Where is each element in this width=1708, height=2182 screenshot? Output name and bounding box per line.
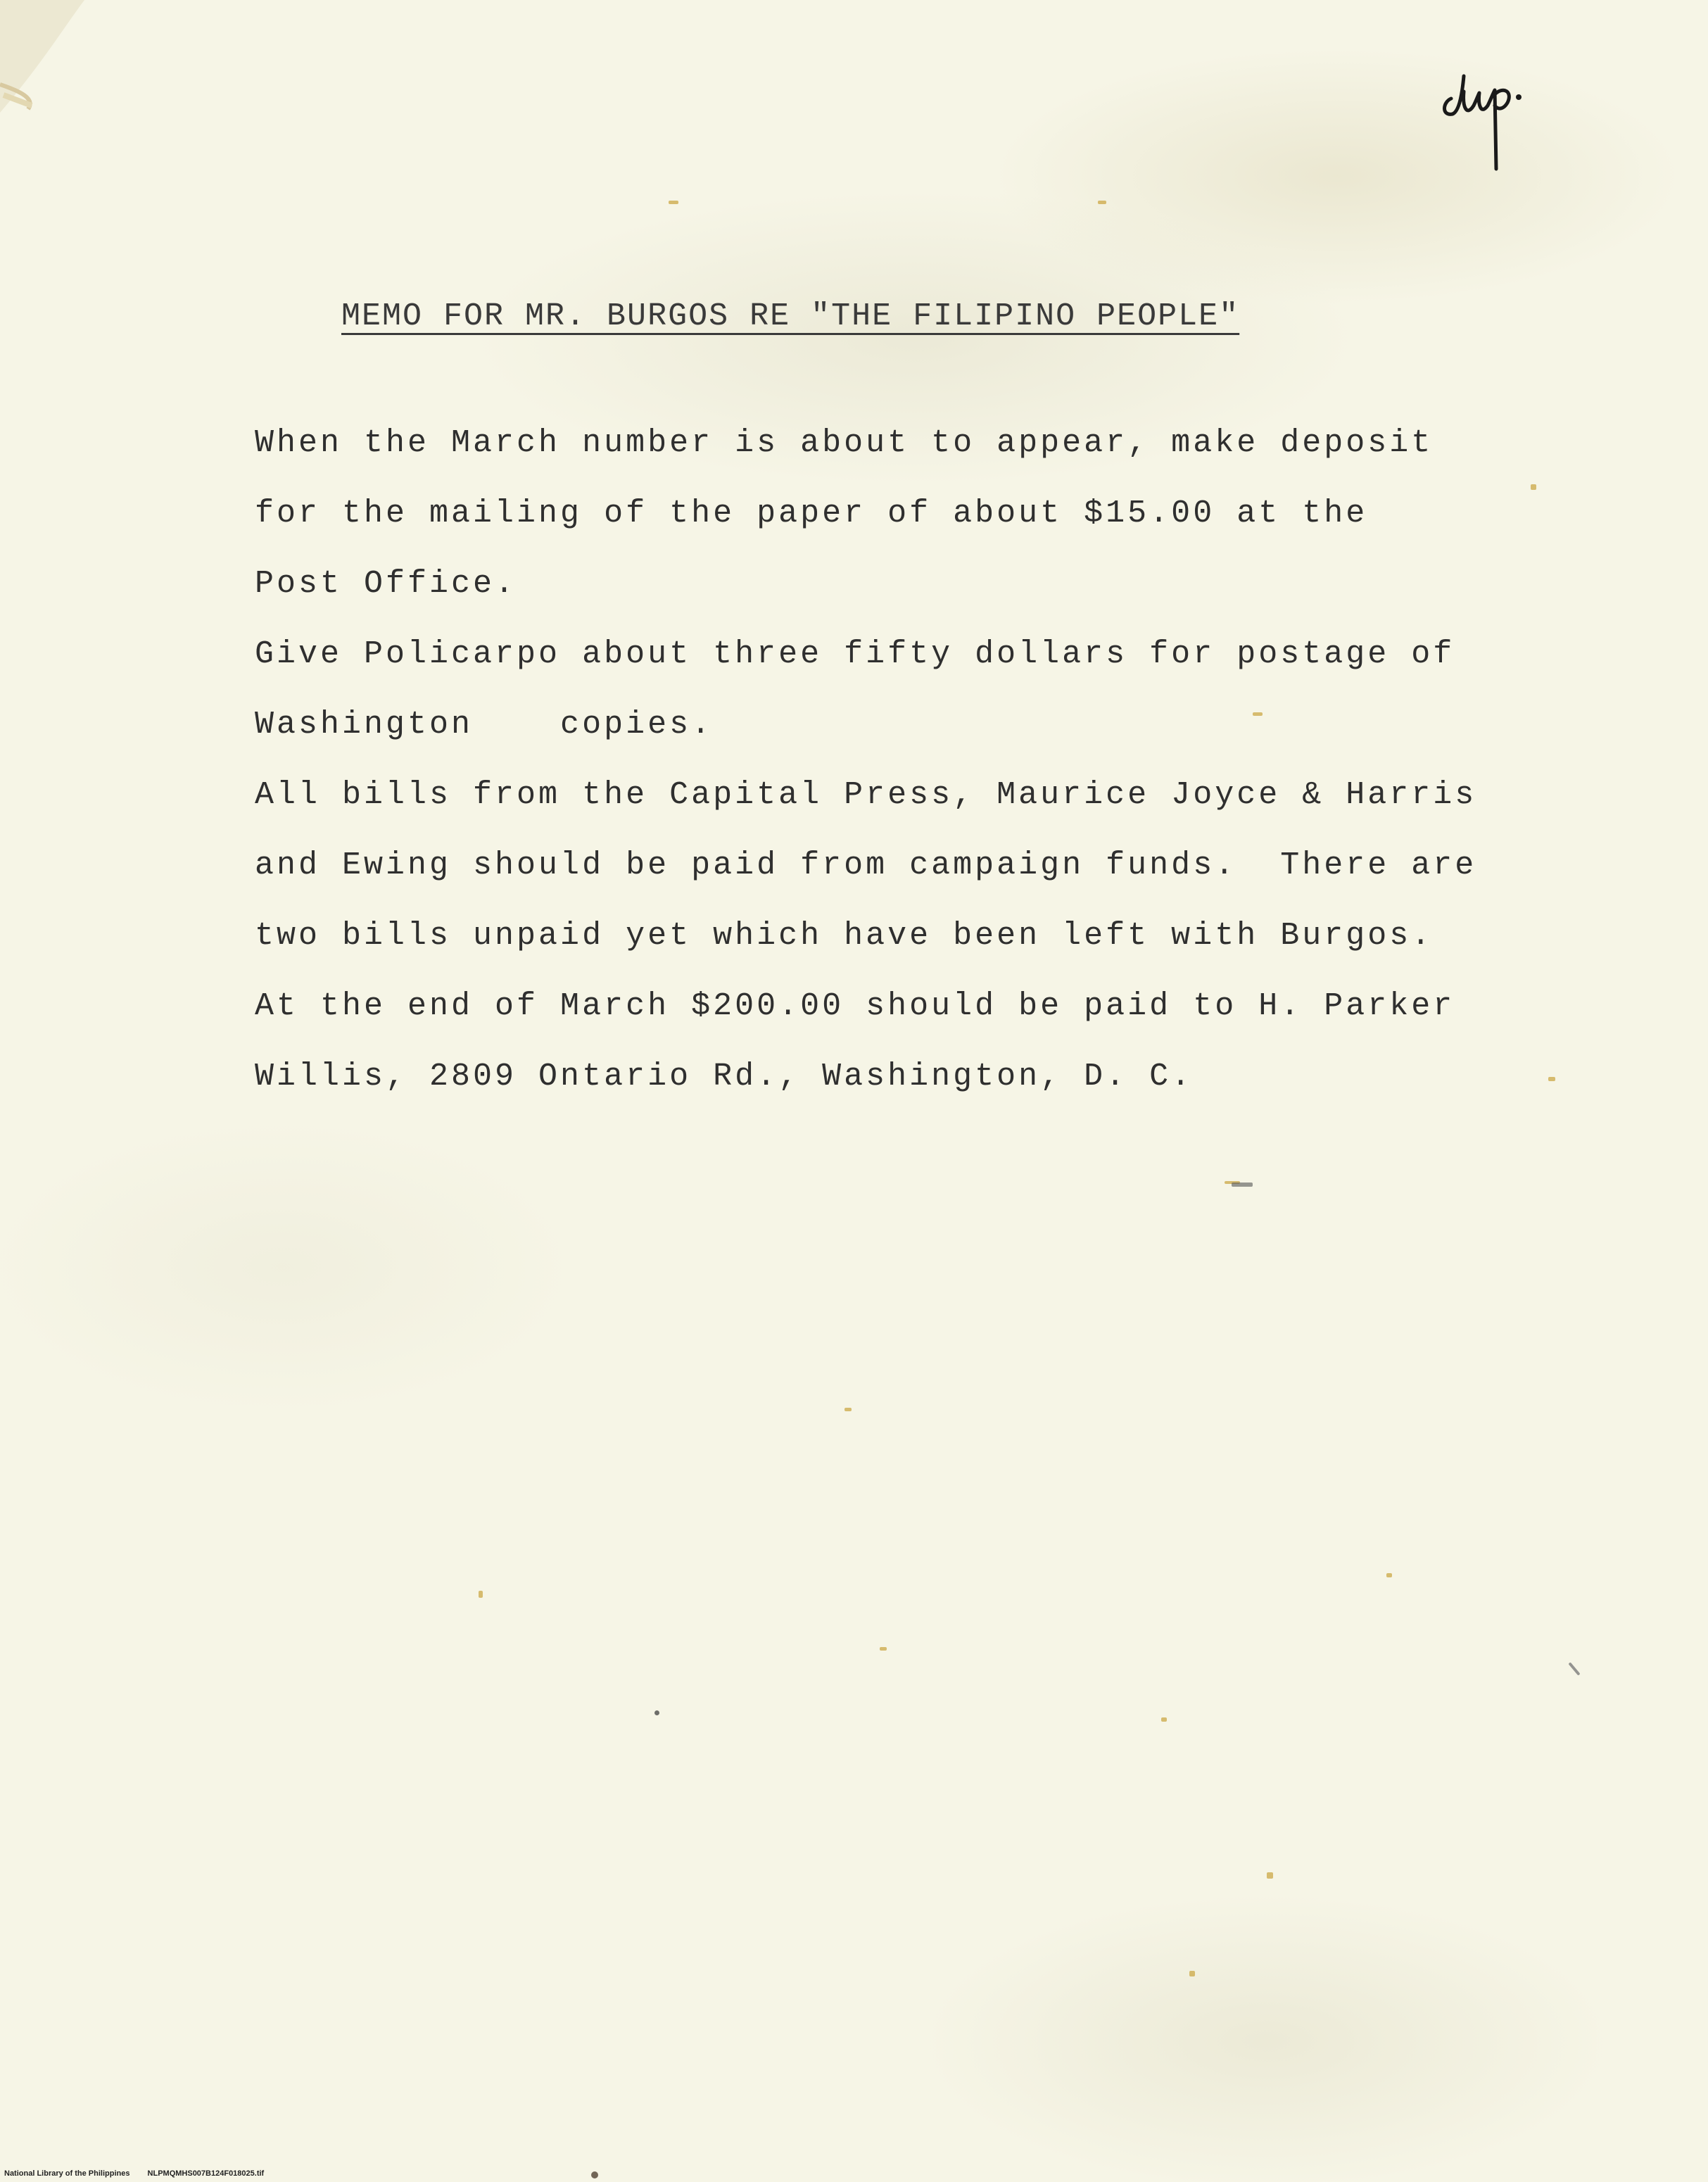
paper-speck [1253, 712, 1263, 716]
paper-speck [880, 1647, 887, 1651]
memo-line: two bills unpaid yet which have been left with Burgos. [255, 918, 1434, 954]
memo-line: At the end of March $200.00 should be paid to H. Parker [255, 988, 1455, 1024]
memo-line: Post Office. [255, 566, 517, 602]
memo-line: for the mailing of the paper of about $15.00 at the [255, 496, 1368, 531]
handwritten-annotation [1436, 49, 1527, 176]
paper-speck [479, 1591, 483, 1598]
memo-line: and Ewing should be paid from campaign funds. There are [255, 847, 1477, 883]
archive-footer [4, 2169, 279, 2178]
paper-speck [1531, 484, 1536, 490]
paper-speck [1189, 1971, 1195, 1976]
paper-speck [669, 201, 678, 204]
paper-speck [591, 2171, 598, 2178]
memo-line: All bills from the Capital Press, Maurice Joyce & Harris [255, 777, 1477, 813]
torn-corner-mark [0, 0, 148, 120]
paper-speck [1161, 1717, 1167, 1722]
paper-speck [1568, 1662, 1580, 1675]
paper-speck [844, 1408, 852, 1411]
memo-line: When the March number is about to appear, make deposit [255, 425, 1434, 461]
paper-speck [1232, 1183, 1253, 1187]
paper-speck [1267, 1872, 1273, 1879]
paper-speck [654, 1710, 659, 1715]
memo-title: MEMO FOR MR. BURGOS RE "THE FILIPINO PEOPLE" [341, 298, 1240, 334]
memo-line: Washington copies. [255, 707, 714, 743]
paper-speck [1098, 201, 1106, 204]
memo-line: Willis, 2809 Ontario Rd., Washington, D. C. [255, 1059, 1194, 1095]
paper-speck [1548, 1077, 1555, 1081]
archive-file-id: NLPMQMHS007B124F018025.tif [147, 2169, 265, 2178]
memo-line: Give Policarpo about three fifty dollars for postage of [255, 636, 1455, 672]
memo-body [255, 422, 1522, 1126]
archive-institution: National Library of the Philippines [4, 2169, 130, 2178]
paper-speck [1386, 1573, 1392, 1577]
